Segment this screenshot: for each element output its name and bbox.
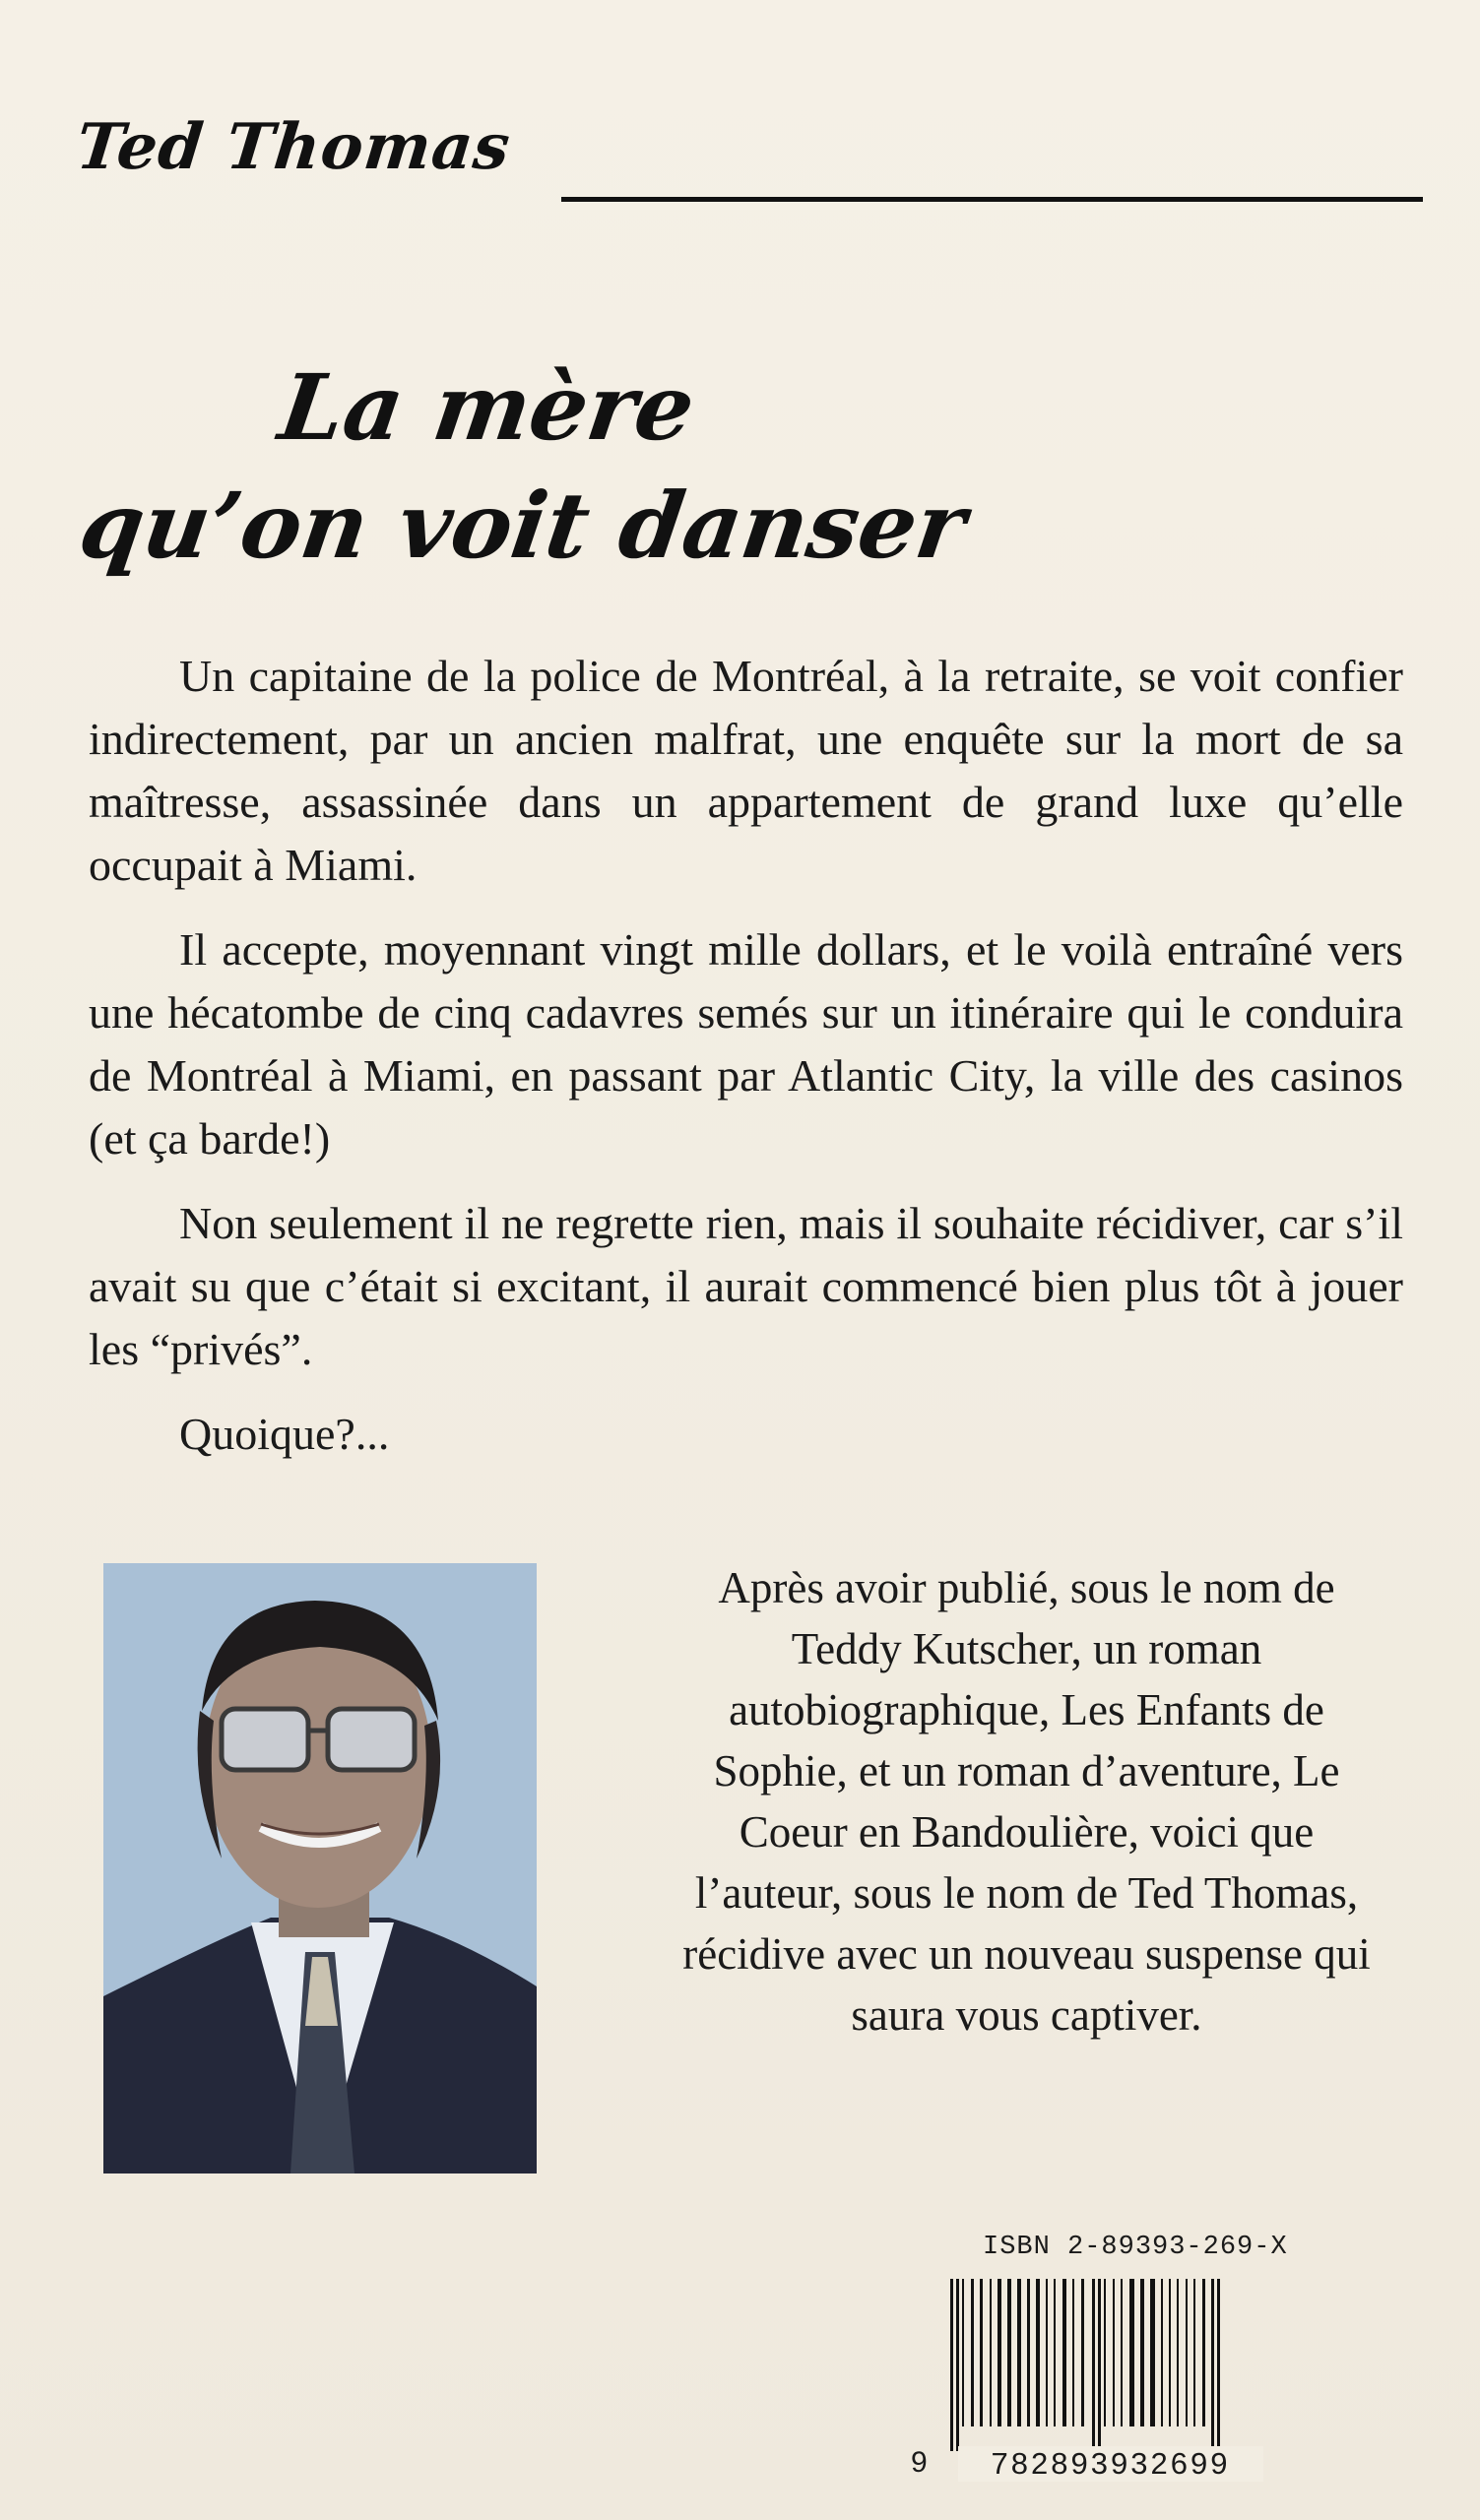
barcode-bar [990,2279,992,2426]
barcode-bar [1098,2279,1101,2451]
barcode-bar [1027,2279,1030,2426]
barcode-bar [956,2279,959,2451]
barcode-bar [1140,2279,1144,2426]
barcode-bar [1161,2279,1163,2426]
barcode-bar [1054,2279,1056,2426]
barcode-bar [962,2279,964,2426]
synopsis-paragraph-3: Non seulement il ne regrette rien, mais il souhaite récidiver, car s’il avait su que c’était si excitant, il aurait commencé bien plus tôt à jouer les “privés”. [89,1198,1403,1374]
barcode-bar [1177,2279,1179,2426]
barcode-bar [1211,2279,1214,2451]
barcode-bar [1202,2279,1205,2426]
barcode-digits: 782893932699 [958,2446,1263,2482]
author-portrait-image [103,1563,537,2174]
barcode-bar [1150,2279,1155,2426]
barcode-bars [911,2279,1354,2451]
barcode-lead-digit: 9 [911,2446,928,2479]
title-line-2: qu’on voit danser [73,472,973,579]
barcode-bar [1193,2279,1195,2426]
author-name: Ted Thomas [73,110,515,184]
barcode-bar [971,2279,974,2426]
synopsis-paragraph-1: Un capitaine de la police de Montréal, à la retraite, se voit confier indirectement, par un ancien malfrat, une enquête sur la mort de sa maîtresse, assassinée dans un appartement de grand luxe qu’elle occupait à Miami. [89,651,1403,890]
barcode-bar [1104,2279,1106,2426]
barcode-bar [1129,2279,1134,2426]
barcode-bar [1062,2279,1066,2426]
barcode-bar [1046,2279,1048,2426]
barcode-bar [1121,2279,1123,2426]
barcode-bar [950,2279,953,2451]
isbn-label: ISBN 2-89393-269-X [983,2233,1288,2262]
synopsis [89,645,1403,1487]
barcode-bar [1169,2279,1171,2426]
barcode-bar [1007,2279,1011,2426]
author-photo [103,1563,537,2174]
barcode-bar [1072,2279,1074,2426]
header-rule [561,197,1423,202]
synopsis-paragraph-4: Quoique?... [179,1409,390,1459]
barcode-bar [1036,2279,1040,2426]
barcode-bar [1081,2279,1084,2426]
barcode-bar [1186,2279,1188,2426]
barcode-bar [997,2279,1001,2426]
barcode-bar [1113,2279,1115,2426]
barcode-bar [980,2279,983,2426]
barcode [911,2279,1354,2486]
barcode-bar [1092,2279,1095,2451]
author-bio: Après avoir publié, sous le nom de Teddy Kutscher, un roman autobiographique, Les Enfants de Sophie, et un roman d’aventure, Le Coeur en Bandoulière, voici que l’auteur, sous le nom de Ted Thomas, récidive avec un nouveau suspense qui saura vous captiver. [682,1563,1371,2040]
barcode-bar [1017,2279,1021,2426]
title-line-1: La mère [273,354,701,461]
synopsis-paragraph-2: Il accepte, moyennant vingt mille dollars, et le voilà entraîné vers une hécatombe de cinq cadavres semés sur un itinéraire qui le conduira de Montréal à Miami, en passant par Atlantic City, la ville des casinos (et ça barde!) [89,924,1403,1164]
barcode-bar [1217,2279,1220,2451]
